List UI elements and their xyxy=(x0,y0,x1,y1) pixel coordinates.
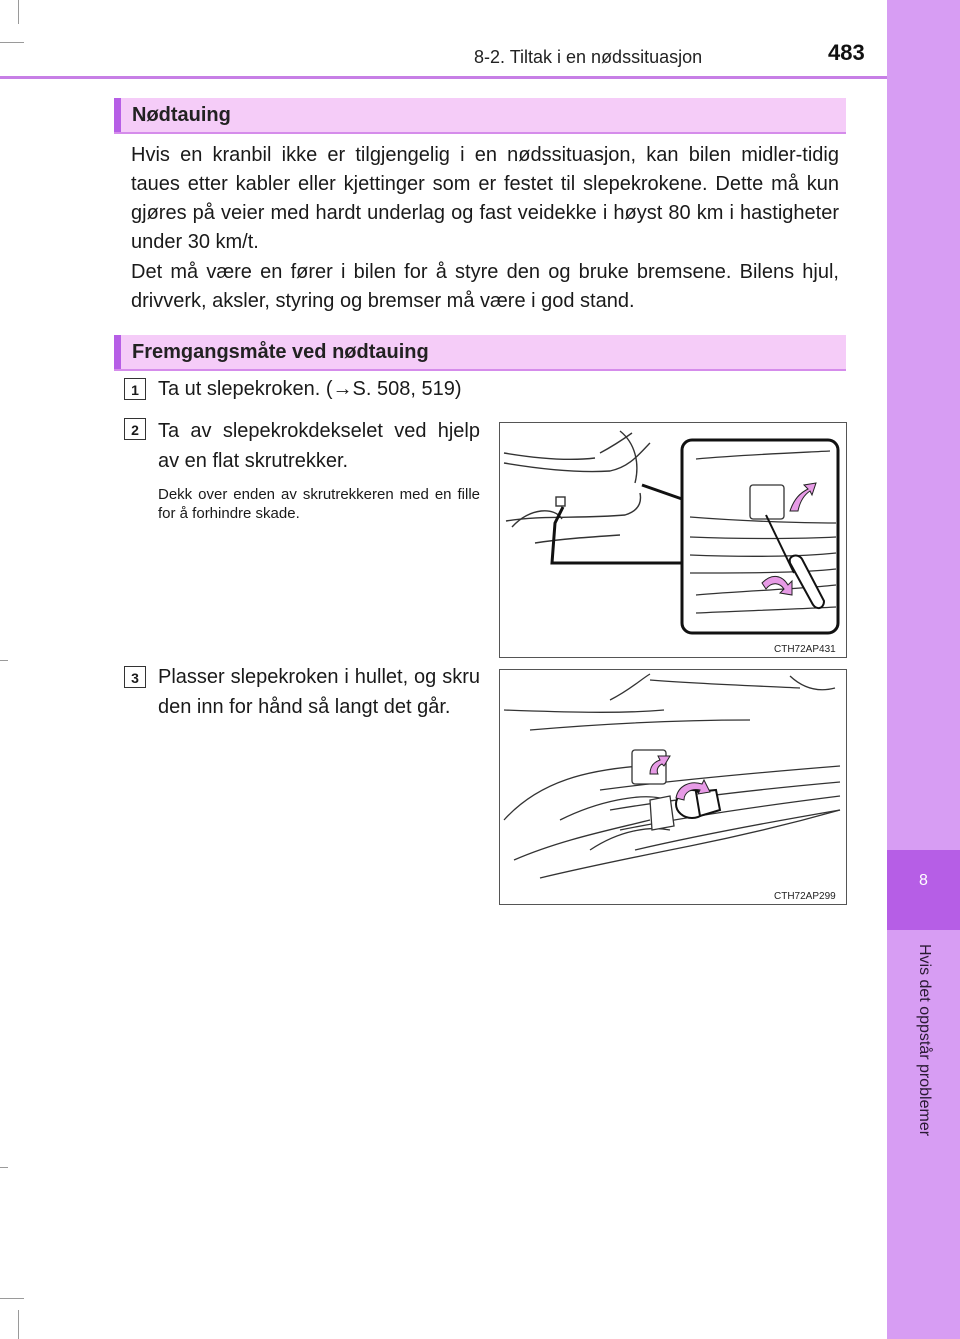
step-text-1: Ta ut slepekroken. (→S. 508, 519) xyxy=(158,378,462,400)
figure-install-hook xyxy=(499,669,847,905)
step-note-2: Dekk over enden av skrutrekkeren med en fille for å forhindre skade. xyxy=(158,486,480,522)
chapter-sidebar xyxy=(887,0,960,1339)
crop-mark xyxy=(0,1298,24,1299)
heading-accent-bar xyxy=(114,98,121,132)
step-number-2: 2 xyxy=(124,418,146,440)
section-heading-emergency-towing xyxy=(114,98,846,134)
illustration-remove-cover xyxy=(500,423,846,657)
step-number-1: 1 xyxy=(124,378,146,400)
step-text-3: Plasser slepekroken i hullet, og skru den inn for hånd så langt det går. xyxy=(158,666,480,718)
paragraph-1: Hvis en kranbil ikke er tilgjengelig i en nødssituasjon, kan bilen midler-tidig taues etter kabler eller kjettinger som er festet til slepekrokene. Dette må kun gjøres på veier med hardt underlag og fast veidekke i høyst 80 km i hastigheter under 30 km/t. xyxy=(131,144,839,253)
figure-remove-cover xyxy=(499,422,847,658)
section-heading-procedure xyxy=(114,335,846,371)
chapter-tab[interactable] xyxy=(887,850,960,930)
illustration-install-hook xyxy=(500,670,846,904)
crop-mark xyxy=(0,1167,8,1168)
heading-label: Nødtauing xyxy=(132,104,231,126)
heading-accent-bar xyxy=(114,335,121,369)
header-divider xyxy=(0,76,887,79)
crop-mark xyxy=(0,42,24,43)
step-number-3: 3 xyxy=(124,666,146,688)
figure-code: CTH72AP299 xyxy=(774,891,836,902)
paragraph-2: Det må være en fører i bilen for å styre den og bruke bremsene. Bilens hjul, drivverk, aksler, styring og bremser må være i god stand. xyxy=(131,261,839,312)
chapter-number: 8 xyxy=(919,872,928,889)
chapter-title: Hvis det oppstår problemer xyxy=(916,943,933,1137)
heading-label: Fremgangsmåte ved nødtauing xyxy=(132,341,429,363)
page-number: 483 xyxy=(828,40,865,65)
crop-mark xyxy=(18,0,19,24)
step-text-2: Ta av slepekrokdekselet ved hjelp av en flat skrutrekker. xyxy=(158,420,480,472)
section-label: 8-2. Tiltak i en nødssituasjon xyxy=(474,47,703,67)
figure-code: CTH72AP431 xyxy=(774,644,836,655)
crop-mark xyxy=(18,1310,19,1339)
crop-mark xyxy=(0,660,8,661)
